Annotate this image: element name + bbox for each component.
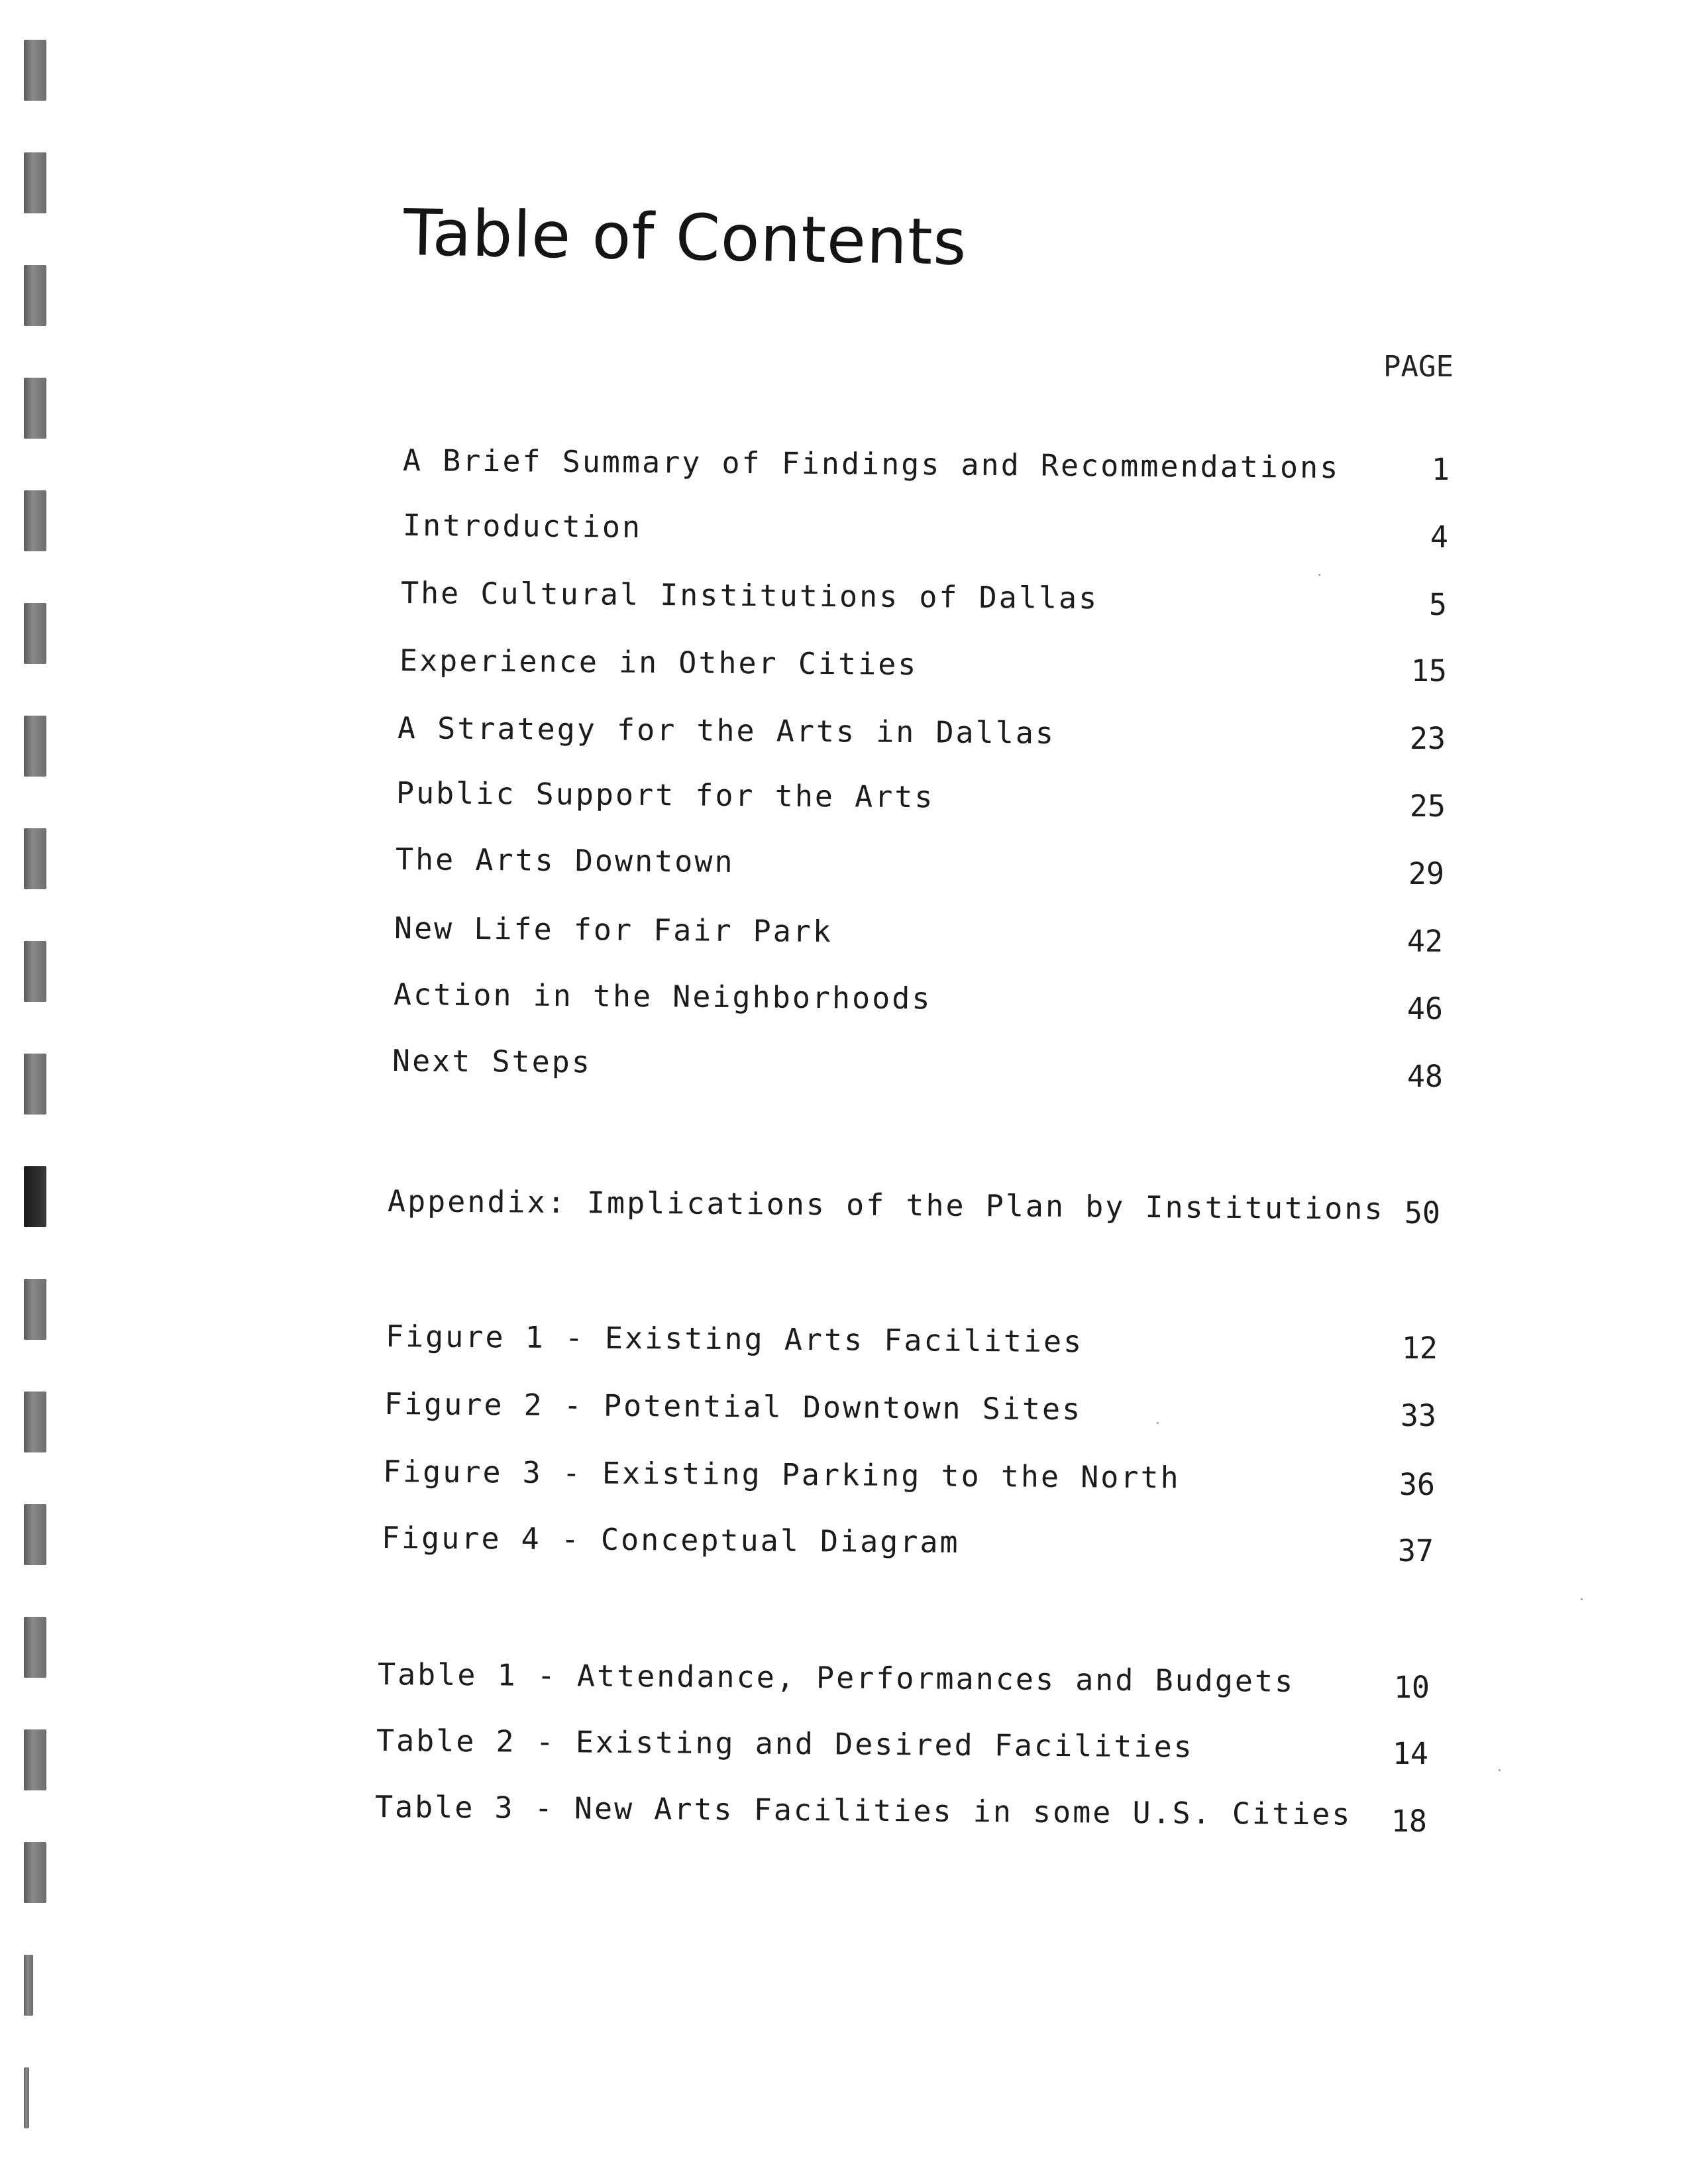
toc-entry-label: A Strategy for the Arts in Dallas bbox=[397, 710, 1056, 751]
binding-hole-icon bbox=[24, 941, 46, 1002]
toc-table-page: 14 bbox=[1392, 1736, 1428, 1771]
binding-hole-icon bbox=[24, 265, 46, 326]
spiral-binding-holes bbox=[24, 40, 50, 2147]
toc-figure-label: Figure 1 - Existing Arts Facilities bbox=[385, 1319, 1084, 1360]
binding-hole-icon bbox=[24, 1166, 46, 1227]
toc-entry-label: The Arts Downtown bbox=[395, 842, 735, 880]
binding-hole-icon bbox=[24, 1842, 46, 1903]
toc-table-label: Table 3 - New Arts Facilities in some U.S. Cities bbox=[374, 1789, 1352, 1832]
scan-speck bbox=[1581, 1598, 1583, 1600]
toc-entry-page: 25 bbox=[1409, 789, 1446, 824]
scan-speck bbox=[1318, 574, 1320, 576]
toc-entry-page: 42 bbox=[1406, 924, 1443, 959]
toc-figure-page: 36 bbox=[1399, 1467, 1435, 1502]
toc-entry-label: The Cultural Institutions of Dallas bbox=[400, 575, 1099, 616]
toc-entry-page: 1 bbox=[1431, 452, 1450, 487]
binding-hole-icon bbox=[24, 490, 46, 551]
toc-entry-label: Public Support for the Arts bbox=[396, 775, 935, 815]
toc-figure-label: Figure 3 - Existing Parking to the North bbox=[382, 1454, 1181, 1496]
binding-hole-icon bbox=[24, 1279, 46, 1340]
toc-table-label: Table 1 - Attendance, Performances and Budgets bbox=[377, 1657, 1295, 1699]
toc-figure-page: 37 bbox=[1397, 1533, 1434, 1568]
binding-hole-icon bbox=[24, 1617, 46, 1678]
scan-speck bbox=[1499, 1769, 1501, 1771]
toc-entry-label: Experience in Other Cities bbox=[399, 643, 918, 682]
toc-entry-label: A Brief Summary of Findings and Recommendations bbox=[402, 443, 1340, 486]
toc-entry-label: Next Steps bbox=[392, 1043, 592, 1080]
binding-hole-icon bbox=[24, 40, 46, 101]
page-column-header: PAGE bbox=[1383, 350, 1454, 384]
toc-figure-label: Figure 4 - Conceptual Diagram bbox=[381, 1520, 960, 1560]
binding-hole-icon bbox=[24, 1392, 46, 1452]
toc-table-page: 10 bbox=[1393, 1670, 1430, 1705]
binding-hole-icon bbox=[24, 152, 46, 213]
toc-figure-label: Figure 2 - Potential Downtown Sites bbox=[384, 1386, 1083, 1427]
toc-entry-page: 46 bbox=[1406, 991, 1443, 1026]
toc-entry-page: 4 bbox=[1430, 519, 1448, 555]
binding-hole-icon bbox=[24, 1955, 33, 2016]
toc-appendix-page: 50 bbox=[1404, 1195, 1440, 1230]
toc-entry-page: 15 bbox=[1410, 653, 1447, 688]
toc-table-label: Table 2 - Existing and Desired Facilities bbox=[376, 1723, 1194, 1765]
toc-entry-label: Action in the Neighborhoods bbox=[393, 977, 932, 1016]
binding-hole-icon bbox=[24, 2067, 29, 2128]
toc-entry-page: 23 bbox=[1409, 721, 1446, 756]
toc-appendix-label: Appendix: Implications of the Plan by Institutions bbox=[387, 1183, 1385, 1227]
toc-entry-page: 48 bbox=[1406, 1059, 1443, 1094]
binding-hole-icon bbox=[24, 1054, 46, 1115]
toc-entry-page: 29 bbox=[1408, 856, 1444, 891]
scan-speck bbox=[1157, 1422, 1159, 1424]
toc-entry-label: Introduction bbox=[402, 508, 643, 545]
binding-hole-icon bbox=[24, 1504, 46, 1565]
toc-table-page: 18 bbox=[1391, 1804, 1427, 1839]
binding-hole-icon bbox=[24, 1729, 46, 1790]
toc-figure-page: 33 bbox=[1400, 1398, 1436, 1433]
binding-hole-icon bbox=[24, 716, 46, 777]
binding-hole-icon bbox=[24, 828, 46, 889]
binding-hole-icon bbox=[24, 603, 46, 664]
binding-hole-icon bbox=[24, 378, 46, 439]
toc-entry-page: 5 bbox=[1428, 587, 1447, 622]
toc-figure-page: 12 bbox=[1401, 1331, 1438, 1366]
page-title: Table of Contents bbox=[403, 195, 968, 280]
toc-entry-label: New Life for Fair Park bbox=[394, 910, 833, 950]
